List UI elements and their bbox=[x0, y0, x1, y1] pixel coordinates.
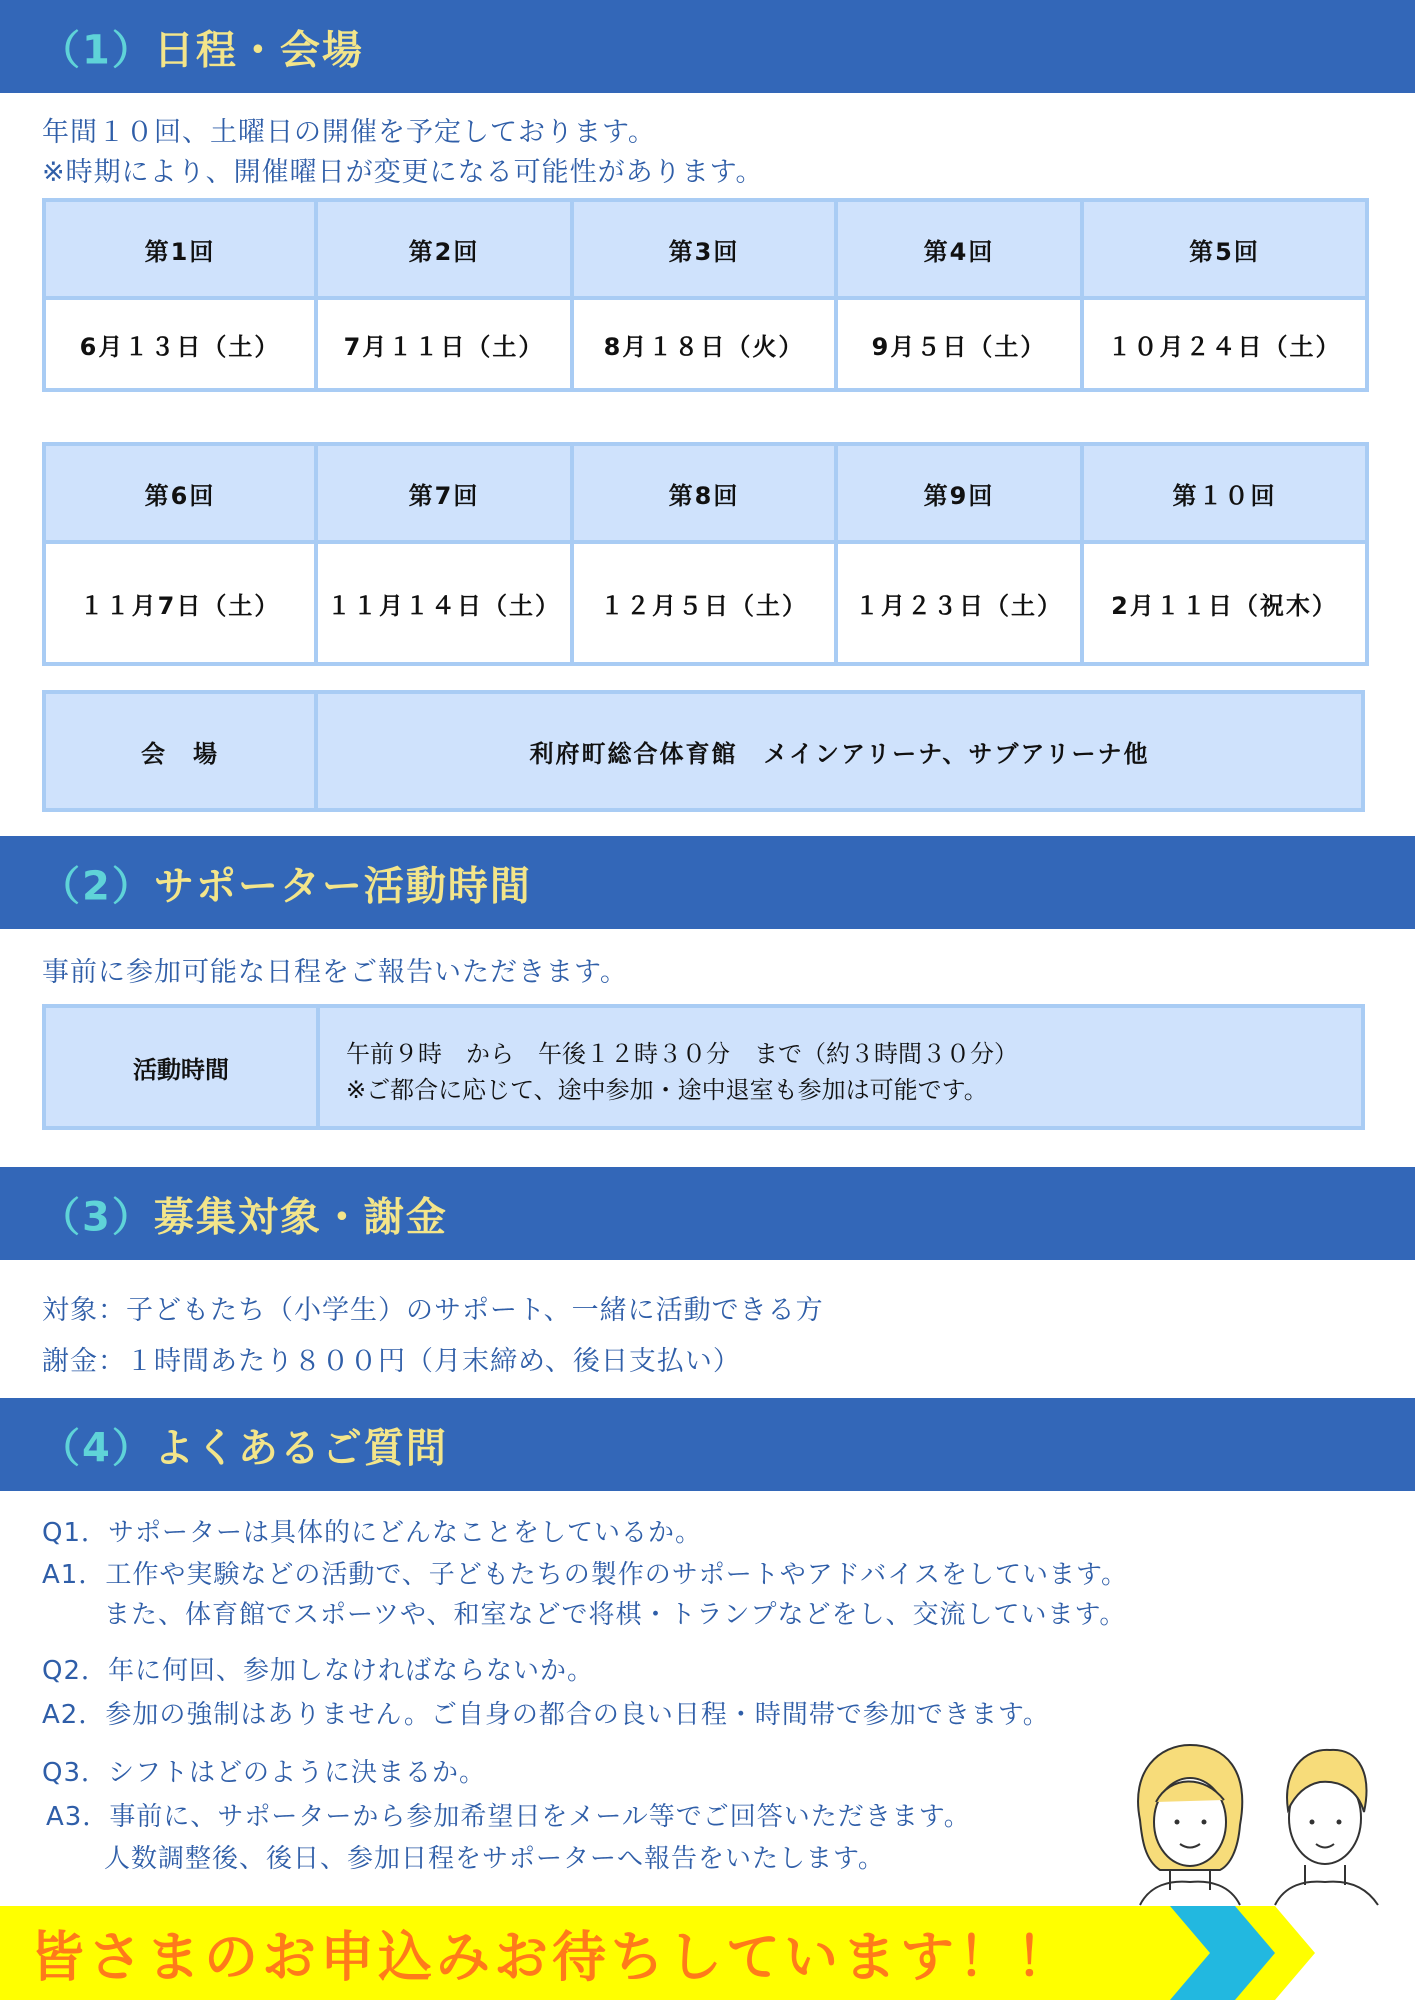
round-date: 9月５日（土） bbox=[836, 298, 1082, 390]
section-header-schedule bbox=[0, 0, 1415, 93]
faq-answer-1-cont: また、体育館でスポーツや、和室などで将棋・トランプなどをし、交流しています。 bbox=[104, 1600, 1127, 1630]
schedule-date-row bbox=[44, 542, 1367, 664]
faq-answer-3-cont: 人数調整後、後日、参加日程をサポーターへ報告をいたします。 bbox=[104, 1844, 885, 1874]
section-title: （3）募集対象・謝金 bbox=[40, 1194, 448, 1240]
round-label: 第2回 bbox=[316, 200, 572, 298]
section-header-activity-time bbox=[0, 836, 1415, 929]
section-header-recruitment bbox=[0, 1167, 1415, 1260]
round-label: 第3回 bbox=[572, 200, 836, 298]
faq-question-1: Q1．サポーターは具体的にどんなことをしているか。 bbox=[42, 1518, 703, 1548]
venue-table bbox=[42, 690, 1365, 812]
round-date: １１月7日（土） bbox=[44, 542, 316, 664]
round-date: 6月１３日（土） bbox=[44, 298, 316, 390]
section-title: （4）よくあるご質問 bbox=[40, 1425, 448, 1471]
footer-message: 皆さまのお申込みお待ちしています！！ bbox=[30, 1925, 1074, 1989]
round-date: 8月１８日（火） bbox=[572, 298, 836, 390]
schedule-table-2 bbox=[42, 442, 1369, 666]
activity-time-value bbox=[320, 1008, 1361, 1126]
section-title: （2）サポーター活動時間 bbox=[40, 863, 532, 909]
section-title: （1）日程・会場 bbox=[40, 27, 364, 73]
venue-row bbox=[44, 692, 1363, 810]
round-label: 第5回 bbox=[1082, 200, 1367, 298]
activity-intro: 事前に参加可能な日程をご報告いただきます。 bbox=[42, 957, 628, 988]
supporters-illustration bbox=[1120, 1740, 1390, 1910]
round-date: １２月５日（土） bbox=[572, 542, 836, 664]
round-label: 第4回 bbox=[836, 200, 1082, 298]
round-date: 2月１１日（祝木） bbox=[1082, 542, 1367, 664]
activity-time-line: 午前９時 から 午後１２時３０分 まで（約３時間３０分） bbox=[346, 1040, 1018, 1068]
faq-question-2: Q2．年に何回、参加しなければならないか。 bbox=[42, 1656, 595, 1686]
schedule-head-row bbox=[44, 200, 1367, 298]
activity-time-box bbox=[42, 1004, 1365, 1130]
schedule-intro-1: 年間１０回、土曜日の開催を予定しております。 bbox=[42, 117, 656, 148]
faq-answer-2: A2．参加の強制はありません。ご自身の都合の良い日程・時間帯で参加できます。 bbox=[42, 1700, 1050, 1730]
schedule-head-row bbox=[44, 444, 1367, 542]
activity-time-note: ※ご都合に応じて、途中参加・途中退室も参加は可能です。 bbox=[346, 1076, 988, 1104]
activity-time-label: 活動時間 bbox=[46, 1008, 320, 1126]
woman-icon bbox=[1138, 1745, 1242, 1905]
schedule-date-row bbox=[44, 298, 1367, 390]
venue-value: 利府町総合体育館 メインアリーナ、サブアリーナ他 bbox=[316, 692, 1363, 810]
faq-answer-1: A1．工作や実験などの活動で、子どもたちの製作のサポートやアドバイスをしています。 bbox=[42, 1560, 1128, 1590]
faq-answer-3: A3．事前に、サポーターから参加希望日をメール等でご回答いただきます。 bbox=[46, 1802, 971, 1832]
round-label: 第7回 bbox=[316, 444, 572, 542]
round-date: 7月１１日（土） bbox=[316, 298, 572, 390]
round-date: １０月２４日（土） bbox=[1082, 298, 1367, 390]
man-icon bbox=[1275, 1750, 1378, 1905]
chevron-right-icon bbox=[1055, 1906, 1415, 2000]
round-date: １月２３日（土） bbox=[836, 542, 1082, 664]
schedule-intro-2: ※時期により、開催曜日が変更になる可能性があります。 bbox=[42, 157, 764, 188]
schedule-table-1 bbox=[42, 198, 1369, 392]
round-date: １１月１４日（土） bbox=[316, 542, 572, 664]
round-label: 第1回 bbox=[44, 200, 316, 298]
round-label: 第6回 bbox=[44, 444, 316, 542]
faq-question-3: Q3．シフトはどのように決まるか。 bbox=[42, 1758, 487, 1788]
recruit-fee: 謝金：１時間あたり８００円（月末締め、後日支払い） bbox=[42, 1346, 741, 1377]
round-label: 第１０回 bbox=[1082, 444, 1367, 542]
section-header-faq bbox=[0, 1398, 1415, 1491]
round-label: 第8回 bbox=[572, 444, 836, 542]
venue-label: 会 場 bbox=[44, 692, 316, 810]
footer-banner bbox=[0, 1906, 1415, 2000]
round-label: 第9回 bbox=[836, 444, 1082, 542]
recruit-target: 対象：子どもたち（小学生）のサポート、一緒に活動できる方 bbox=[42, 1295, 824, 1326]
